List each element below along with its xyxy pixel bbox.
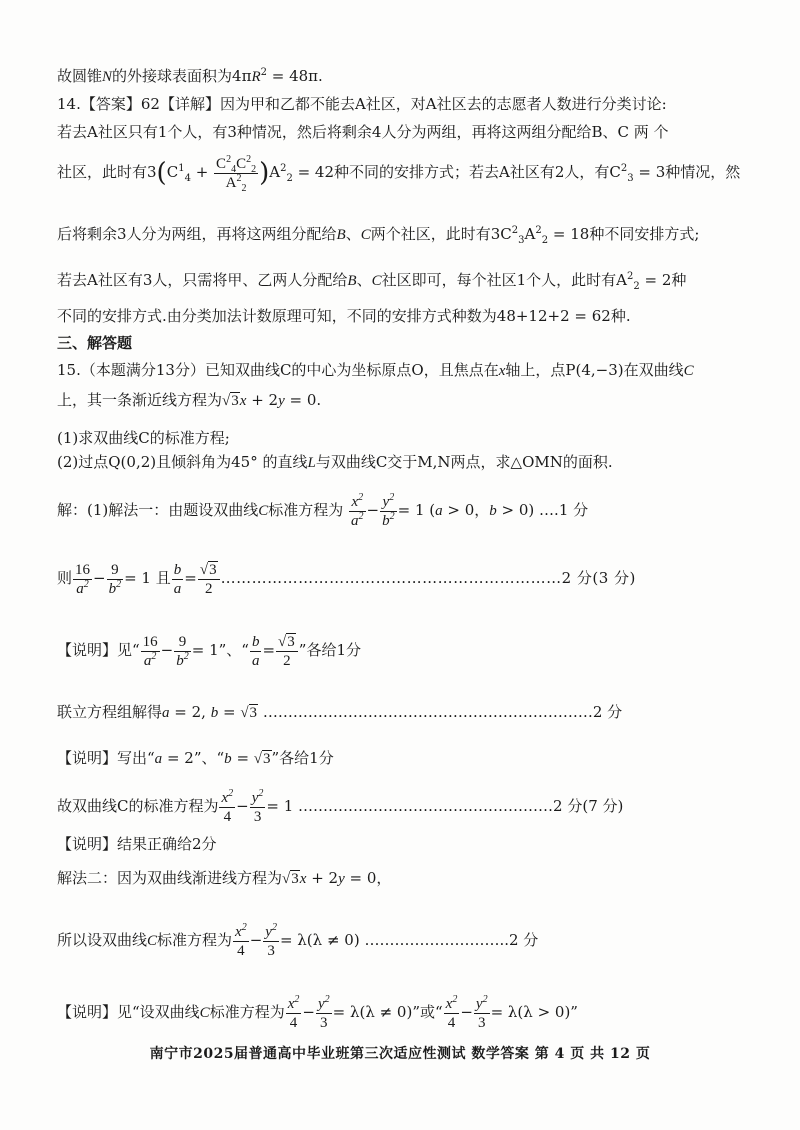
note-4: 【说明】见“设双曲线C标准方程为 $\frac{x^2}{4}$ − $\frac{y^2}{3}$ = λ(λ ≠ 0)”或“ $\frac{x^2}{4}$ − $\frac{y^2}{3}$ = λ(λ > 0)” bbox=[57, 993, 578, 1031]
q14-case1-line: 若去A社区只有1个人，有3种情况，然后将剩余4人分为两组，再将这两组分配给B、C 两 个 bbox=[57, 123, 669, 141]
note-1: 【说明】见“ $\frac{16}{a^2}$ − $\frac{9}{b^2}$ = 1”、“ $\frac{b}{a}$ = $\frac{√3}{2}$ ”各给1分 bbox=[57, 633, 361, 669]
q14-case2-line: 后将剩余3人分为两组，再将这两组分配给B、C两个社区，此时有$3C^2_3A^2_2 = 18$种不同安排方式; bbox=[57, 225, 700, 246]
solution-step3: 联立方程组解得a = 2, b = √3 …………………………………………………………2 分 bbox=[57, 703, 623, 721]
q14-combination-fraction: $\frac{C^2_4C^2_2}{A^2_2}$ bbox=[216, 153, 257, 194]
q14-formula-line: 社区，此时有$3(C^1_4$ + $\frac{C^2_4C^2_2}{A^2_2}$ )$A^2_2 = 42$种不同的安排方式；若去A社区有2人，有$C^2_3 = 3$种情况，然 bbox=[57, 153, 741, 194]
solution-step2: 则 $\frac{16}{a^2}$ − $\frac{9}{b^2}$ = 1 且 $\frac{b}{a}$ = $\frac{√3}{2}$ …………………………………………………………2 分(3 分) bbox=[57, 561, 636, 597]
note-3: 【说明】结果正确给2分 bbox=[57, 835, 217, 853]
section-title: 三、解答题 bbox=[57, 334, 133, 352]
solution-step1: 解：(1)解法一：由题设双曲线C标准方程为 $\frac{x^2}{a^2}$ − $\frac{y^2}{b^2}$ = 1 (a > 0，b > 0) ….1 分 bbox=[57, 491, 589, 529]
q14-answer-lead: 14.【答案】62【详解】因为甲和乙都不能去A社区，对A社区去的志愿者人数进行分类讨论: bbox=[57, 95, 667, 113]
note-2: 【说明】写出“a = 2”、“b = √3”各给1分 bbox=[57, 749, 334, 767]
q15-part1: (1)求双曲线C的标准方程; bbox=[57, 429, 230, 447]
method2-line1: 解法二：因为双曲线渐进线方程为√3x + 2y = 0， bbox=[57, 869, 392, 887]
conclusion-line: 故圆锥N的外接球表面积为$4\pi R^2 = 48\pi$. bbox=[57, 67, 323, 85]
method2-line2: 所以设双曲线C标准方程为 $\frac{x^2}{4}$ − $\frac{y^2}{3}$ = λ(λ ≠ 0) ………………………..2 分 bbox=[57, 921, 539, 959]
q14-case3-line: 若去A社区有3人，只需将甲、乙两人分配给B、C社区即可，每个社区1个人，此时有$A^2_2 = 2$种 bbox=[57, 271, 687, 292]
q15-statement-line1: 15.（本题满分13分）已知双曲线C的中心为坐标原点O，且焦点在x轴上，点P(4,−3)在双曲线C bbox=[57, 361, 694, 379]
q15-part2: (2)过点Q(0,2)且倾斜角为45° 的直线L与双曲线C交于M,N两点，求△OMN的面积. bbox=[57, 453, 613, 471]
q14-summary-line: 不同的安排方式.由分类加法计数原理可知，不同的安排方式种数为48+12+2 = 62种. bbox=[57, 307, 631, 325]
page-footer: 南宁市2025届普通高中毕业班第三次适应性测试 数学答案 第 4 页 共 12 页 bbox=[149, 1046, 651, 1062]
q15-statement-line2: 上，其一条渐近线方程为√3x + 2y = 0. bbox=[57, 391, 322, 409]
solution-step4: 故双曲线C的标准方程为 $\frac{x^2}{4}$ − $\frac{y^2}{3}$ = 1 ……………………………………………2 分(7 分) bbox=[57, 787, 624, 825]
